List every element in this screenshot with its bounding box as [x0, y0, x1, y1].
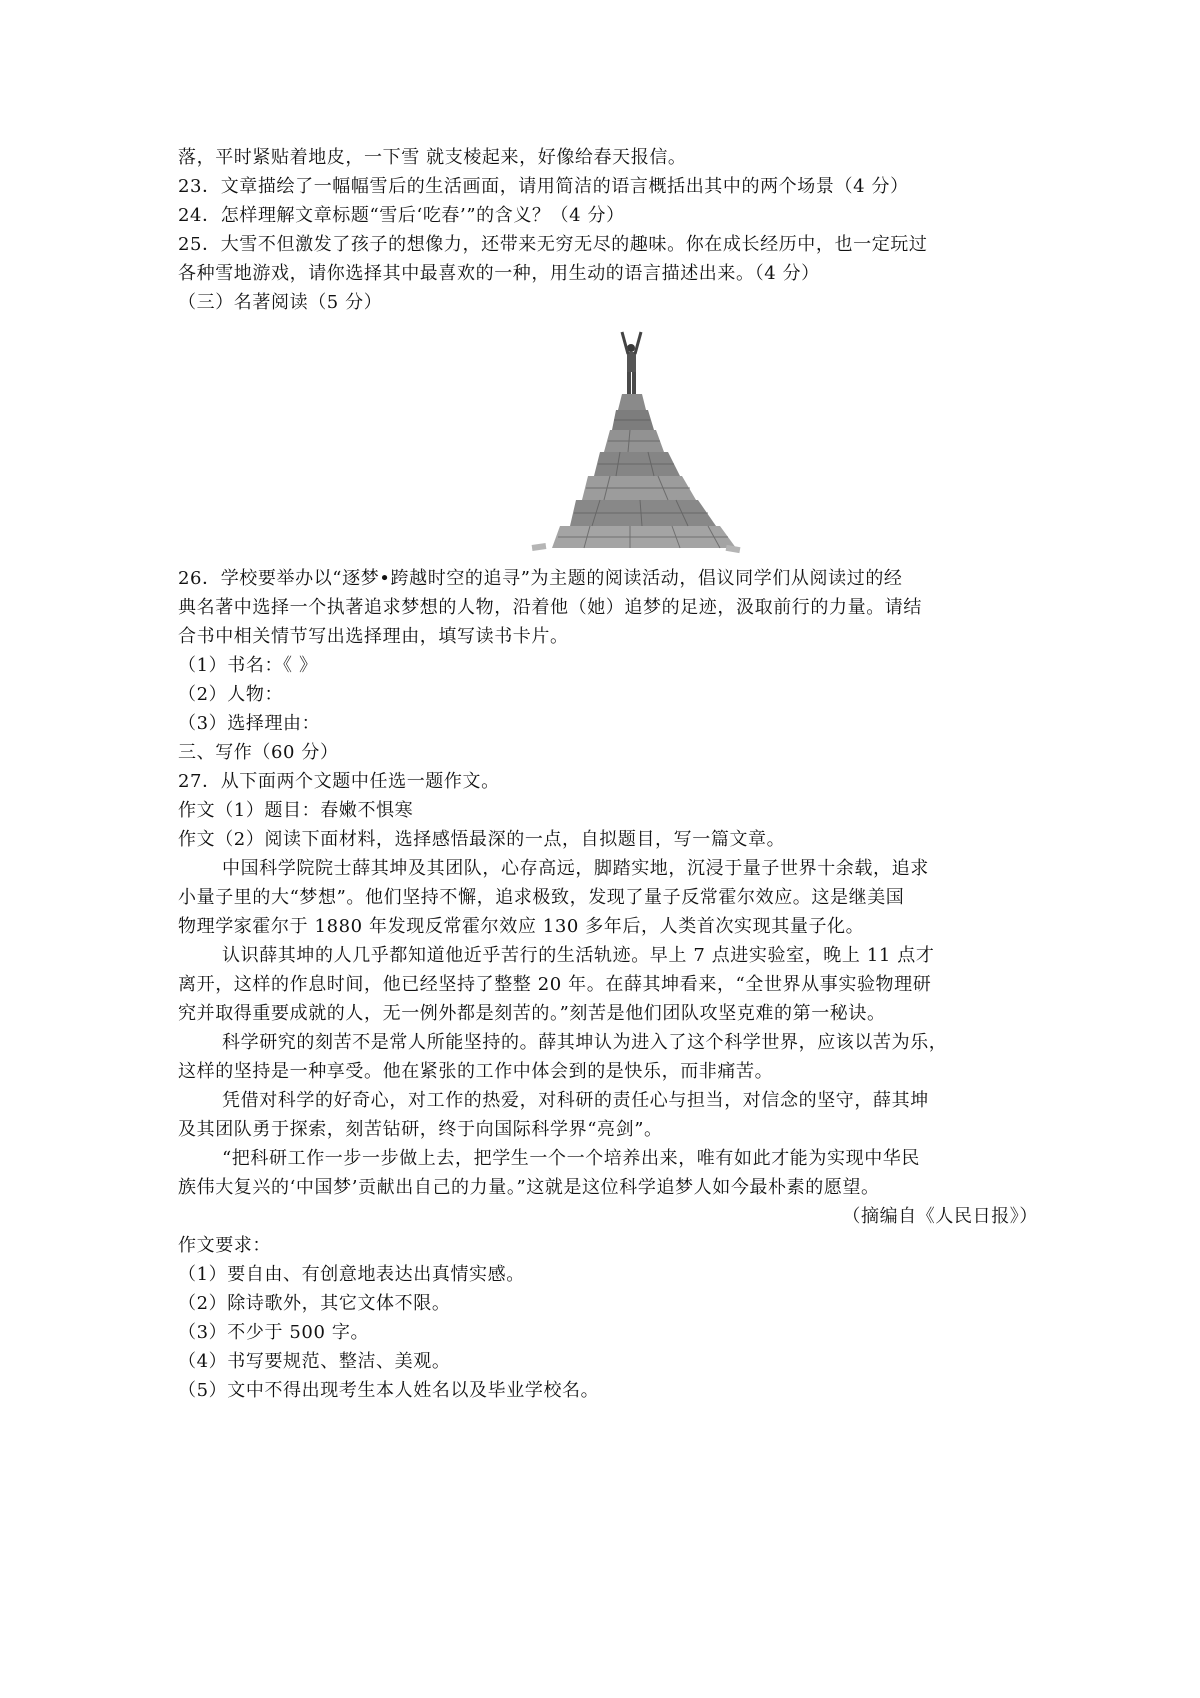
person-figure: [622, 332, 641, 394]
question-26: 26．学校要举办以“逐梦•跨越时空的追寻”为主题的阅读活动，倡议同学们从阅读过的经: [178, 568, 903, 589]
question-27: 27．从下面两个文题中任选一题作文。: [178, 771, 500, 792]
text-line: 各种雪地游戏，请你选择其中最喜欢的一种，用生动的语言描述出来。（4 分）: [178, 263, 820, 284]
requirements-heading: 作文要求：: [178, 1235, 271, 1256]
section-heading: 三、写作（60 分）: [178, 742, 339, 763]
books-ladder-illustration: [530, 330, 750, 558]
text-line: 落，平时紧贴着地皮，一下雪 就支棱起来，好像给春天报信。: [178, 147, 687, 168]
text-line: 典名著中选择一个执著追求梦想的人物，沿着他（她）追梦的足迹，汲取前行的力量。请结: [178, 597, 922, 618]
question-25: 25．大雪不但激发了孩子的想像力，还带来无穷无尽的趣味。你在成长经历中，也一定玩过: [178, 234, 928, 255]
book-stack: [532, 394, 741, 553]
material-paragraph: “把科研工作一步一步做上去，把学生一个一个培养出来，唯有如此才能为实现中华民: [222, 1148, 920, 1169]
essay-option-1: 作文（1）题目：春嫩不惧寒: [178, 800, 414, 821]
text-line: 离开，这样的作息时间，他已经坚持了整整 20 年。在薛其坤看来，“全世界从事实验物理研: [178, 974, 932, 995]
requirement-item: （2）除诗歌外，其它文体不限。: [178, 1293, 451, 1314]
question-24: 24．怎样理解文章标题“雪后‘吃春’”的含义？（4 分）: [178, 205, 625, 226]
essay-option-2: 作文（2）阅读下面材料，选择感悟最深的一点，自拟题目，写一篇文章。: [178, 829, 786, 850]
card-book-title: （1）书名：《 》: [178, 655, 318, 676]
requirement-item: （4）书写要规范、整洁、美观。: [178, 1351, 451, 1372]
requirement-item: （1）要自由、有创意地表达出真情实感。: [178, 1264, 525, 1285]
card-character: （2）人物：: [178, 684, 284, 705]
card-reason: （3）选择理由：: [178, 713, 321, 734]
material-paragraph: 认识薛其坤的人几乎都知道他近乎苦行的生活轨迹。早上 7 点进实验室，晚上 11 点才: [222, 945, 935, 966]
requirement-item: （5）文中不得出现考生本人姓名以及毕业学校名。: [178, 1380, 600, 1401]
text-line: 族伟大复兴的‘中国梦’贡献出自己的力量。”这就是这位科学追梦人如今最朴素的愿望。: [178, 1177, 880, 1198]
material-paragraph: 科学研究的刻苦不是常人所能坚持的。薛其坤认为进入了这个科学世界，应该以苦为乐，: [222, 1032, 948, 1053]
text-line: 究并取得重要成就的人，无一例外都是刻苦的。”刻苦是他们团队攻坚克难的第一秘诀。: [178, 1003, 886, 1024]
text-line: 及其团队勇于探索，刻苦钻研，终于向国际科学界“亮剑”。: [178, 1119, 663, 1140]
text-line: 物理学家霍尔于 1880 年发现反常霍尔效应 130 多年后，人类首次实现其量子化。: [178, 916, 865, 937]
source-citation: （摘编自《人民日报》）: [842, 1206, 1038, 1227]
text-line: 这样的坚持是一种享受。他在紧张的工作中体会到的是快乐，而非痛苦。: [178, 1061, 774, 1082]
requirement-item: （3）不少于 500 字。: [178, 1322, 370, 1343]
question-23: 23．文章描绘了一幅幅雪后的生活画面，请用简洁的语言概括出其中的两个场景（4 分）: [178, 176, 909, 197]
section-heading: （三）名著阅读（5 分）: [178, 292, 383, 313]
text-line: 小量子里的大“梦想”。他们坚持不懈，追求极致，发现了量子反常霍尔效应。这是继美国: [178, 887, 905, 908]
material-paragraph: 中国科学院院士薛其坤及其团队，心存高远，脚踏实地，沉浸于量子世界十余载，追求: [222, 858, 929, 879]
material-paragraph: 凭借对科学的好奇心，对工作的热爱，对科研的责任心与担当，对信念的坚守，薛其坤: [222, 1090, 929, 1111]
text-line: 合书中相关情节写出选择理由，填写读书卡片。: [178, 626, 569, 647]
